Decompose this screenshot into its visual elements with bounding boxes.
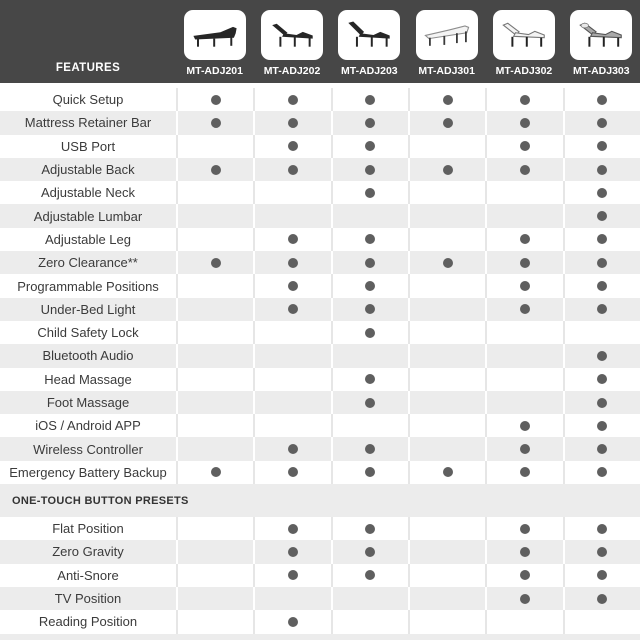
availability-cell — [408, 587, 485, 610]
product-thumbnail — [338, 10, 400, 60]
availability-cell — [253, 204, 330, 227]
availability-dot — [365, 281, 375, 291]
availability-dot — [597, 304, 607, 314]
feature-row — [0, 204, 640, 227]
availability-cell — [485, 540, 562, 563]
availability-dot — [520, 547, 530, 557]
availability-dot — [520, 281, 530, 291]
availability-dot — [365, 258, 375, 268]
feature-row — [0, 251, 640, 274]
availability-dot — [520, 258, 530, 268]
feature-label: Bluetooth Audio — [42, 348, 134, 364]
product-thumbnail — [184, 10, 246, 60]
bed-flat-dark-icon — [189, 17, 241, 53]
availability-cell — [408, 274, 485, 297]
availability-cell — [176, 344, 253, 367]
availability-dot — [288, 258, 298, 268]
feature-row — [0, 321, 640, 344]
product-thumbnail — [416, 10, 478, 60]
feature-label: Quick Setup — [52, 92, 124, 108]
availability-cell — [563, 610, 640, 633]
availability-dot — [597, 398, 607, 408]
availability-cell — [408, 414, 485, 437]
table-header — [0, 0, 640, 83]
availability-dot — [597, 547, 607, 557]
availability-cell — [408, 251, 485, 274]
feature-label: Zero Clearance** — [38, 255, 138, 271]
availability-cell — [485, 461, 562, 484]
section-header — [0, 484, 640, 517]
availability-dot — [211, 95, 221, 105]
availability-dot — [597, 281, 607, 291]
availability-cell — [253, 158, 330, 181]
feature-row — [0, 298, 640, 321]
availability-cell — [408, 517, 485, 540]
availability-dot — [520, 95, 530, 105]
availability-cell — [176, 368, 253, 391]
feature-row — [0, 610, 640, 633]
availability-cell — [408, 298, 485, 321]
availability-cell — [485, 228, 562, 251]
availability-dot — [288, 95, 298, 105]
feature-row — [0, 540, 640, 563]
model-name: MT-ADJ301 — [418, 65, 475, 77]
availability-cell — [176, 321, 253, 344]
availability-cell — [253, 517, 330, 540]
availability-cell — [408, 368, 485, 391]
feature-label: Foot Massage — [46, 395, 130, 410]
availability-dot — [520, 444, 530, 454]
feature-label: Adjustable Leg — [44, 231, 131, 247]
availability-dot — [520, 165, 530, 175]
availability-dot — [597, 524, 607, 534]
availability-dot — [365, 570, 375, 580]
feature-label: Under-Bed Light — [40, 301, 136, 317]
model-columns — [176, 0, 640, 83]
availability-cell — [563, 414, 640, 437]
availability-dot — [443, 467, 453, 477]
availability-cell — [485, 88, 562, 111]
availability-cell — [408, 88, 485, 111]
availability-dot — [365, 141, 375, 151]
availability-cell — [331, 274, 408, 297]
bed-adjustable-dark-steep-icon — [343, 17, 395, 53]
feature-label: Adjustable Back — [41, 162, 135, 178]
model-column-mt-adj201 — [176, 0, 253, 83]
availability-cell — [485, 587, 562, 610]
availability-cell — [408, 135, 485, 158]
availability-cell — [563, 368, 640, 391]
availability-dot — [520, 570, 530, 580]
availability-cell — [331, 228, 408, 251]
model-name: MT-ADJ201 — [186, 65, 243, 77]
availability-cell — [563, 274, 640, 297]
availability-cell — [563, 461, 640, 484]
availability-dot — [520, 594, 530, 604]
availability-cell — [176, 414, 253, 437]
availability-cell — [331, 414, 408, 437]
availability-cell — [176, 298, 253, 321]
availability-dot — [288, 118, 298, 128]
availability-dot — [520, 234, 530, 244]
features-heading: FEATURES — [55, 62, 121, 74]
availability-cell — [331, 437, 408, 460]
availability-cell — [253, 298, 330, 321]
product-thumbnail — [570, 10, 632, 60]
availability-cell — [176, 88, 253, 111]
feature-label: Adjustable Neck — [41, 185, 135, 201]
availability-cell — [253, 414, 330, 437]
feature-row — [0, 564, 640, 587]
availability-cell — [253, 274, 330, 297]
availability-dot — [520, 141, 530, 151]
availability-dot — [365, 95, 375, 105]
availability-cell — [485, 414, 562, 437]
model-name: MT-ADJ202 — [263, 65, 321, 77]
availability-dot — [597, 234, 607, 244]
availability-cell — [563, 88, 640, 111]
availability-cell — [176, 437, 253, 460]
feature-row — [0, 274, 640, 297]
availability-cell — [176, 158, 253, 181]
feature-row — [0, 111, 640, 134]
feature-label: Emergency Battery Backup — [9, 464, 167, 480]
availability-dot — [288, 524, 298, 534]
availability-dot — [288, 467, 298, 477]
feature-label: Adjustable Lumbar — [33, 208, 143, 224]
availability-dot — [520, 524, 530, 534]
availability-dot — [211, 258, 221, 268]
availability-dot — [365, 524, 375, 534]
availability-cell — [563, 321, 640, 344]
availability-dot — [288, 234, 298, 244]
model-column-mt-adj203 — [331, 0, 408, 83]
availability-cell — [331, 391, 408, 414]
availability-dot — [365, 374, 375, 384]
availability-cell — [331, 461, 408, 484]
feature-label: Child Safety Lock — [37, 325, 139, 341]
availability-cell — [331, 204, 408, 227]
availability-cell — [253, 111, 330, 134]
availability-cell — [253, 228, 330, 251]
availability-cell — [563, 587, 640, 610]
model-column-mt-adj301 — [408, 0, 485, 83]
availability-cell — [176, 564, 253, 587]
availability-cell — [176, 274, 253, 297]
product-thumbnail — [493, 10, 555, 60]
availability-dot — [211, 467, 221, 477]
availability-cell — [408, 204, 485, 227]
feature-row — [0, 135, 640, 158]
bed-flat-light-icon — [421, 17, 473, 53]
availability-dot — [597, 188, 607, 198]
availability-cell — [485, 158, 562, 181]
bed-adjustable-dark-icon — [266, 17, 318, 53]
availability-dot — [288, 444, 298, 454]
availability-cell — [176, 461, 253, 484]
availability-cell — [563, 181, 640, 204]
availability-cell — [408, 564, 485, 587]
availability-cell — [176, 135, 253, 158]
availability-dot — [288, 165, 298, 175]
availability-cell — [408, 391, 485, 414]
availability-cell — [331, 517, 408, 540]
availability-cell — [176, 181, 253, 204]
feature-row — [0, 368, 640, 391]
availability-cell — [176, 391, 253, 414]
availability-cell — [408, 540, 485, 563]
availability-dot — [520, 421, 530, 431]
availability-cell — [253, 587, 330, 610]
availability-cell — [485, 298, 562, 321]
availability-cell — [331, 158, 408, 181]
availability-cell — [331, 111, 408, 134]
availability-cell — [253, 540, 330, 563]
availability-dot — [520, 118, 530, 128]
availability-cell — [485, 135, 562, 158]
availability-cell — [176, 587, 253, 610]
feature-row — [0, 414, 640, 437]
availability-cell — [563, 158, 640, 181]
availability-cell — [253, 461, 330, 484]
availability-cell — [331, 610, 408, 633]
availability-cell — [253, 368, 330, 391]
availability-dot — [365, 304, 375, 314]
availability-dot — [597, 594, 607, 604]
availability-cell — [563, 344, 640, 367]
availability-cell — [331, 368, 408, 391]
availability-cell — [253, 135, 330, 158]
availability-cell — [331, 344, 408, 367]
feature-row — [0, 158, 640, 181]
feature-row — [0, 228, 640, 251]
availability-cell — [331, 251, 408, 274]
availability-cell — [563, 298, 640, 321]
availability-dot — [365, 398, 375, 408]
availability-cell — [176, 540, 253, 563]
availability-cell — [176, 204, 253, 227]
availability-dot — [288, 141, 298, 151]
availability-dot — [365, 234, 375, 244]
availability-cell — [253, 564, 330, 587]
availability-dot — [597, 258, 607, 268]
availability-dot — [443, 258, 453, 268]
feature-row — [0, 461, 640, 484]
feature-label: Wireless Controller — [33, 441, 143, 457]
availability-dot — [597, 570, 607, 580]
availability-cell — [176, 111, 253, 134]
availability-cell — [563, 517, 640, 540]
feature-label: Zero Gravity — [52, 544, 124, 560]
availability-cell — [408, 610, 485, 633]
availability-cell — [563, 228, 640, 251]
availability-cell — [485, 610, 562, 633]
feature-label: Flat Position — [52, 521, 124, 537]
availability-dot — [597, 211, 607, 221]
availability-cell — [253, 344, 330, 367]
availability-cell — [485, 368, 562, 391]
feature-row — [0, 437, 640, 460]
availability-cell — [408, 158, 485, 181]
availability-cell — [563, 540, 640, 563]
availability-dot — [597, 421, 607, 431]
availability-cell — [563, 111, 640, 134]
model-name: MT-ADJ203 — [341, 65, 398, 77]
availability-cell — [253, 321, 330, 344]
availability-cell — [331, 540, 408, 563]
availability-cell — [485, 111, 562, 134]
availability-dot — [597, 467, 607, 477]
model-column-mt-adj303 — [563, 0, 640, 83]
product-thumbnail — [261, 10, 323, 60]
availability-cell — [485, 564, 562, 587]
feature-row — [0, 344, 640, 367]
availability-dot — [365, 328, 375, 338]
availability-dot — [597, 141, 607, 151]
availability-dot — [443, 95, 453, 105]
model-column-mt-adj302 — [485, 0, 562, 83]
availability-cell — [563, 391, 640, 414]
availability-dot — [597, 444, 607, 454]
availability-cell — [331, 564, 408, 587]
model-name: MT-ADJ302 — [495, 65, 553, 77]
availability-cell — [408, 437, 485, 460]
availability-cell — [563, 564, 640, 587]
availability-dot — [365, 467, 375, 477]
availability-dot — [365, 118, 375, 128]
availability-dot — [211, 118, 221, 128]
availability-cell — [485, 321, 562, 344]
availability-cell — [408, 321, 485, 344]
availability-cell — [408, 461, 485, 484]
availability-cell — [253, 391, 330, 414]
feature-label: iOS / Android APP — [35, 418, 141, 434]
availability-dot — [597, 165, 607, 175]
feature-row — [0, 181, 640, 204]
bottom-strip — [0, 634, 640, 640]
availability-cell — [176, 610, 253, 633]
feature-rows — [0, 88, 640, 634]
feature-row — [0, 88, 640, 111]
availability-dot — [288, 304, 298, 314]
availability-cell — [563, 437, 640, 460]
availability-dot — [520, 467, 530, 477]
feature-row — [0, 517, 640, 540]
availability-cell — [176, 517, 253, 540]
availability-cell — [331, 181, 408, 204]
availability-dot — [443, 118, 453, 128]
availability-cell — [331, 298, 408, 321]
availability-cell — [485, 344, 562, 367]
availability-cell — [176, 251, 253, 274]
availability-dot — [597, 118, 607, 128]
availability-cell — [485, 204, 562, 227]
availability-cell — [253, 88, 330, 111]
feature-label: TV Position — [54, 591, 122, 607]
availability-cell — [485, 517, 562, 540]
availability-cell — [408, 228, 485, 251]
availability-cell — [331, 321, 408, 344]
availability-dot — [597, 374, 607, 384]
availability-cell — [563, 251, 640, 274]
availability-cell — [485, 274, 562, 297]
feature-label: Programmable Positions — [17, 278, 159, 294]
feature-label: Anti-Snore — [57, 567, 119, 583]
availability-cell — [253, 251, 330, 274]
availability-dot — [288, 547, 298, 557]
feature-row — [0, 391, 640, 414]
availability-dot — [365, 165, 375, 175]
availability-cell — [408, 344, 485, 367]
availability-cell — [331, 88, 408, 111]
section-title: ONE-TOUCH BUTTON PRESETS — [12, 494, 189, 507]
model-column-mt-adj202 — [253, 0, 330, 83]
availability-dot — [288, 570, 298, 580]
availability-cell — [331, 135, 408, 158]
availability-dot — [443, 165, 453, 175]
feature-label: Head Massage — [44, 371, 132, 387]
availability-dot — [520, 304, 530, 314]
model-name: MT-ADJ303 — [573, 65, 630, 77]
availability-cell — [253, 437, 330, 460]
feature-label: USB Port — [60, 138, 116, 154]
availability-cell — [408, 111, 485, 134]
availability-cell — [485, 251, 562, 274]
availability-cell — [485, 391, 562, 414]
availability-dot — [211, 165, 221, 175]
availability-cell — [253, 181, 330, 204]
feature-row — [0, 587, 640, 610]
availability-dot — [288, 617, 298, 627]
feature-label: Reading Position — [38, 614, 138, 630]
availability-dot — [365, 547, 375, 557]
feature-label: Mattress Retainer Bar — [24, 115, 152, 131]
availability-dot — [597, 351, 607, 361]
availability-dot — [288, 281, 298, 291]
availability-cell — [485, 181, 562, 204]
availability-cell — [253, 610, 330, 633]
bed-adjustable-light-icon — [498, 17, 550, 53]
features-heading-cell — [0, 0, 176, 83]
availability-cell — [485, 437, 562, 460]
availability-cell — [563, 135, 640, 158]
availability-dot — [365, 444, 375, 454]
availability-cell — [408, 181, 485, 204]
availability-cell — [331, 587, 408, 610]
bed-adjustable-gray-icon — [575, 17, 627, 53]
availability-cell — [563, 204, 640, 227]
availability-dot — [597, 95, 607, 105]
availability-dot — [365, 188, 375, 198]
availability-cell — [176, 228, 253, 251]
